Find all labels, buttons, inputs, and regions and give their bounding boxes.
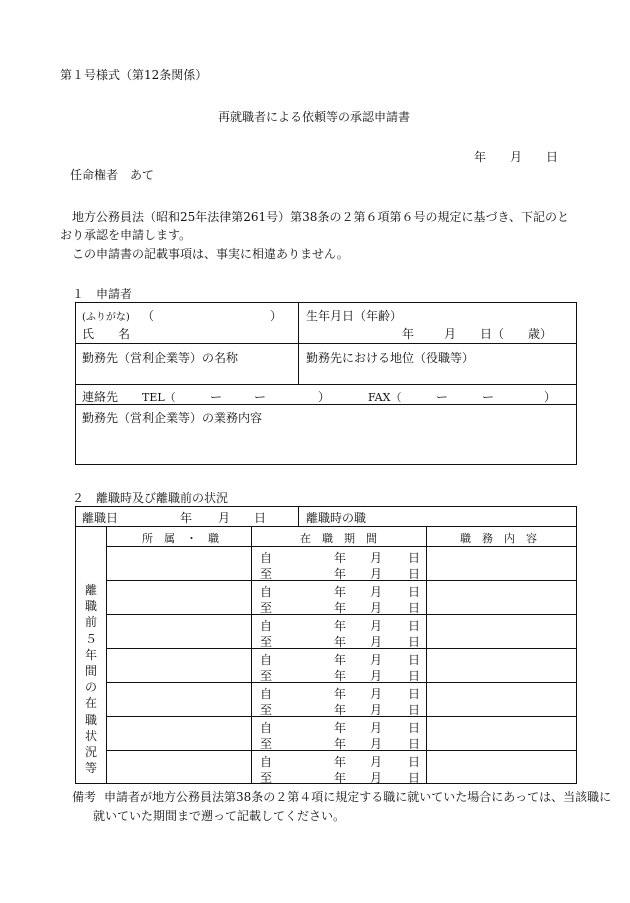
period-month: 月 — [370, 721, 383, 735]
note-line-1: 申請者が地方公務員法第38条の２第４項に規定する職に就いていた場合にあっては、当該職に — [104, 790, 612, 804]
period-day: 日 — [408, 635, 421, 649]
period-year: 年 — [334, 585, 347, 599]
vertical-char: 状 — [84, 728, 97, 743]
applicant-table — [75, 302, 577, 465]
period-day: 日 — [408, 551, 421, 565]
business-content-label: 勤務先（営利企業等）の業務内容 — [82, 411, 263, 425]
date-year-label: 年 — [474, 150, 487, 164]
period-year: 年 — [334, 619, 347, 633]
intro-line-1: 地方公務員法（昭和25年法律第261号）第38条の２第６項第６号の規定に基づき、下記のと — [72, 210, 569, 224]
dob-year: 年 — [402, 327, 415, 341]
retire-date-year: 年 — [180, 511, 193, 525]
period-day: 日 — [408, 755, 421, 769]
vertical-label-pre-retirement — [79, 582, 103, 776]
furigana-paren-open: （ — [142, 309, 155, 323]
period-month: 月 — [370, 755, 383, 769]
employer-position-label: 勤務先における地位（役職等） — [306, 351, 475, 365]
period-year: 年 — [334, 567, 347, 581]
period-year: 年 — [334, 551, 347, 565]
retire-date-day: 日 — [254, 511, 267, 525]
period-from: 自 — [260, 551, 273, 565]
note-line-2: 就いていた期間まで遡って記載してください。 — [93, 809, 346, 823]
period-from: 自 — [260, 653, 273, 667]
document-title: 再就職者による依頼等の承認申請書 — [218, 110, 411, 124]
period-to: 至 — [260, 737, 273, 751]
fax-dash-1: ー — [436, 390, 449, 404]
vertical-char: 職 — [84, 712, 97, 727]
vertical-char: ５ — [84, 631, 97, 646]
col-duties-header: 職 務 内 容 — [460, 532, 537, 545]
retire-date-label: 離職日 — [82, 511, 119, 525]
period-to: 至 — [260, 635, 273, 649]
vertical-char: 等 — [84, 761, 97, 776]
period-month: 月 — [370, 619, 383, 633]
dob-age: 歳） — [528, 327, 553, 341]
col-period-header: 在 職 期 間 — [300, 532, 377, 545]
vertical-char: の — [84, 680, 97, 695]
period-day: 日 — [408, 737, 421, 751]
period-year: 年 — [334, 687, 347, 701]
tel-dash-1: ー — [210, 390, 223, 404]
period-day: 日 — [408, 721, 421, 735]
date-month-label: 月 — [510, 150, 523, 164]
period-year: 年 — [334, 755, 347, 769]
vertical-char: 離 — [84, 583, 97, 597]
note-label: 備考 — [72, 790, 97, 804]
period-from: 自 — [260, 755, 273, 769]
period-to: 至 — [260, 771, 273, 785]
intro-line-2: おり承認を申請します。 — [60, 228, 192, 242]
retire-post-label: 離職時の職 — [306, 511, 367, 525]
fax-label: FAX（ — [368, 391, 402, 404]
vertical-char: 年 — [84, 647, 97, 662]
period-day: 日 — [408, 771, 421, 785]
period-month: 月 — [370, 669, 383, 683]
period-from: 自 — [260, 687, 273, 701]
period-day: 日 — [408, 601, 421, 615]
period-month: 月 — [370, 737, 383, 751]
period-month: 月 — [370, 703, 383, 717]
section1-heading: １ 申請者 — [72, 287, 133, 301]
col-affiliation-header: 所 属 ・ 職 — [142, 532, 219, 545]
period-year: 年 — [334, 703, 347, 717]
intro-line-3: この申請書の記載事項は、事実に相違ありません。 — [72, 247, 349, 261]
contact-label: 連絡先 — [82, 390, 119, 404]
period-to: 至 — [260, 703, 273, 717]
period-day: 日 — [408, 567, 421, 581]
period-month: 月 — [370, 635, 383, 649]
period-year: 年 — [334, 737, 347, 751]
section2-heading: ２ 離職時及び離職前の状況 — [72, 491, 229, 505]
period-month: 月 — [370, 653, 383, 667]
vertical-char: 職 — [84, 599, 97, 614]
fax-dash-2: ー — [482, 390, 495, 404]
period-day: 日 — [408, 687, 421, 701]
furigana-label: (ふりがな) — [82, 312, 130, 323]
period-from: 自 — [260, 721, 273, 735]
date-day-label: 日 — [546, 150, 559, 164]
employment-table — [75, 506, 577, 784]
period-year: 年 — [334, 669, 347, 683]
period-month: 月 — [370, 551, 383, 565]
employer-name-label: 勤務先（営利企業等）の名称 — [82, 351, 239, 365]
period-from: 自 — [260, 619, 273, 633]
furigana-paren-close: ） — [270, 309, 283, 323]
tel-dash-2: ー — [254, 390, 267, 404]
dob-label: 生年月日（年齢） — [306, 309, 403, 323]
period-to: 至 — [260, 567, 273, 581]
vertical-char: 間 — [84, 664, 97, 679]
retire-date-month: 月 — [218, 511, 231, 525]
period-month: 月 — [370, 687, 383, 701]
form-number: 第１号様式（第12条関係） — [60, 68, 208, 82]
dob-day: 日（ — [480, 327, 505, 341]
period-year: 年 — [334, 635, 347, 649]
period-year: 年 — [334, 601, 347, 615]
period-day: 日 — [408, 669, 421, 683]
tel-label: TEL（ — [142, 391, 176, 404]
period-month: 月 — [370, 585, 383, 599]
period-day: 日 — [408, 703, 421, 717]
addressee: 任命権者 あて — [70, 168, 155, 182]
fax-close: ） — [544, 390, 557, 404]
period-day: 日 — [408, 585, 421, 599]
vertical-char: 在 — [84, 696, 97, 711]
period-month: 月 — [370, 567, 383, 581]
vertical-char: 前 — [84, 615, 97, 630]
vertical-char: 況 — [84, 745, 97, 760]
period-to: 至 — [260, 601, 273, 615]
period-to: 至 — [260, 669, 273, 683]
tel-close: ） — [318, 390, 331, 404]
period-year: 年 — [334, 653, 347, 667]
period-day: 日 — [408, 619, 421, 633]
name-label: 氏 名 — [82, 327, 131, 341]
period-year: 年 — [334, 771, 347, 785]
dob-month: 月 — [444, 327, 457, 341]
period-month: 月 — [370, 771, 383, 785]
period-month: 月 — [370, 601, 383, 615]
period-from: 自 — [260, 585, 273, 599]
period-day: 日 — [408, 653, 421, 667]
period-year: 年 — [334, 721, 347, 735]
